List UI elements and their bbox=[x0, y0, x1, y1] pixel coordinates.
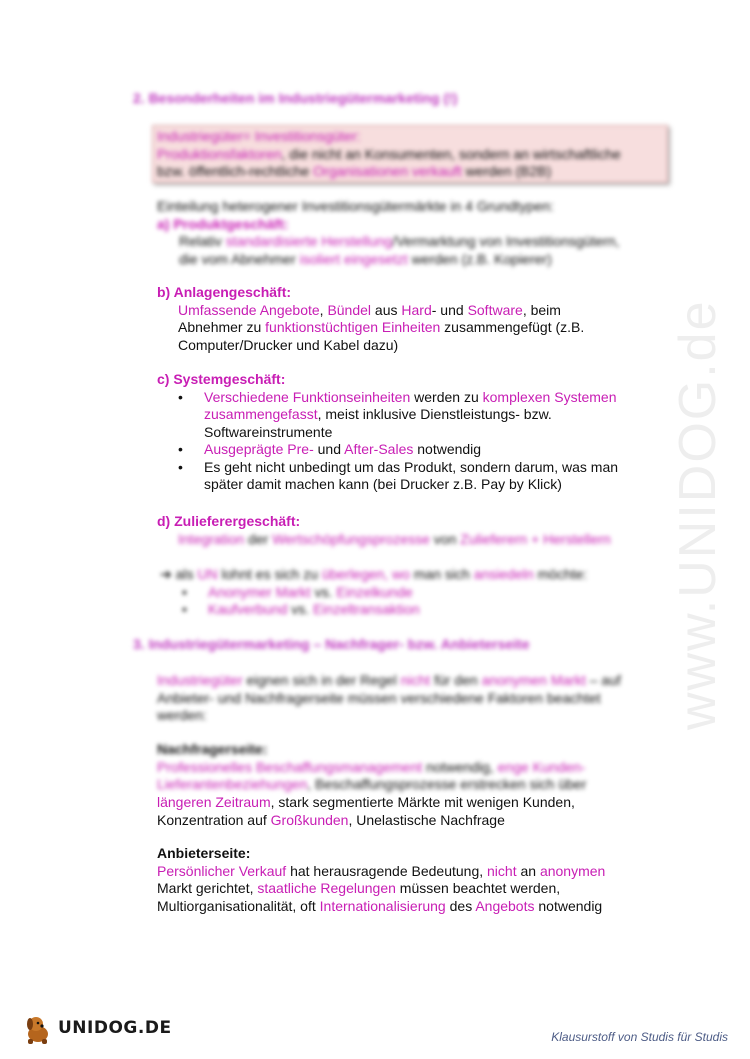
section-3-intro-line-1: Industriegüter eignen sich in der Regel nicht für den anonymen Markt – auf bbox=[157, 672, 621, 688]
supply-side-block bbox=[157, 845, 687, 915]
types-intro: Einteilung heterogener Investitionsgütermärkte in 4 Grundtypen: bbox=[157, 198, 554, 214]
type-b-line-1: Umfassende Angebote, Bündel aus Hard- und Software, beim bbox=[178, 301, 561, 318]
type-b-line-2: Abnehmer zu funktionstüchtigen Einheiten zusammengefügt (z.B. bbox=[178, 319, 585, 335]
conclusion-list bbox=[182, 584, 680, 619]
demand-side-line-1: Professionelles Beschaffungsmanagement notwendig, enge Kunden- bbox=[157, 758, 586, 775]
conclusion-bullet-1: • Anonymer Markt vs. Einzelkunde bbox=[182, 584, 680, 602]
conclusion-bullet-2: • Kaufverbund vs. Einzeltransaktion bbox=[182, 601, 680, 619]
type-a-line-1: Relativ standardisierte Herstellung/Vermarktung von Investitionsgütern, bbox=[179, 233, 620, 249]
section-3-intro-line-3: werden: bbox=[157, 707, 207, 723]
unidog-logo[interactable] bbox=[22, 1012, 172, 1046]
type-b-label: b) Anlagengeschäft: bbox=[157, 284, 292, 300]
supply-side-line-2: Markt gerichtet, staatliche Regelungen müssen beachtet werden, bbox=[157, 880, 561, 896]
supply-side-title: Anbieterseite: bbox=[157, 845, 251, 861]
definition-line-2: Produktionsfaktoren, die nicht an Konsumenten, sondern an wirtschaftliche bbox=[157, 145, 621, 162]
type-b-block bbox=[157, 284, 677, 354]
demand-side-line-3: längeren Zeitraum, stark segmentierte Märkte mit wenigen Kunden, bbox=[157, 794, 575, 810]
type-c-bullet-1: • Verschiedene Funktionseinheiten werden zu komplexen Systemen zusammengefasst, meist inklusive Dienstleistungs- bzw. Softwareinstrumente bbox=[178, 389, 677, 442]
type-d-line: Integration der Wertschöpfungsprozesse von Zulieferern + Herstellern bbox=[178, 531, 611, 547]
section-3-intro bbox=[157, 672, 667, 725]
definition-line-3: bzw. öffentlich-rechtliche Organisationen verkauft werden (B2B) bbox=[157, 163, 552, 179]
type-c-bullet-3: • Es geht nicht unbedingt um das Produkt, sondern darum, was man später damit machen kann (bei Drucker z.B. Pay by Klick) bbox=[178, 459, 677, 494]
conclusion-block bbox=[160, 566, 680, 619]
supply-side-line-1: Persönlicher Verkauf hat herausragende Bedeutung, nicht an anonymen bbox=[157, 862, 606, 879]
footer-tagline: Klausurstoff von Studis für Studis bbox=[551, 1030, 728, 1044]
demand-side-title: Nachfragerseite: bbox=[157, 741, 268, 757]
section-2-title: 2. Besonderheiten im Industriegütermarketing (!) bbox=[133, 90, 458, 106]
logo-text: UNIDOG.DE bbox=[58, 1018, 172, 1039]
type-b-line-3: Computer/Drucker und Kabel dazu) bbox=[178, 336, 399, 353]
type-c-list bbox=[178, 389, 677, 494]
demand-side-line-2: Lieferantenbeziehungen, Beschaffungsprozesse erstrecken sich über bbox=[157, 776, 587, 792]
type-c-bullet-2: • Ausgeprägte Pre- und After-Sales notwendig bbox=[178, 441, 677, 459]
dog-mascot-icon bbox=[22, 1012, 56, 1046]
type-a-label: a) Produktgeschäft: bbox=[157, 215, 289, 232]
definition-text bbox=[157, 128, 667, 181]
types-intro-block bbox=[157, 198, 677, 268]
type-d-label: d) Zulieferergeschäft: bbox=[157, 513, 301, 529]
type-a-line-2: die vom Abnehmer isoliert eingesetzt werden (z.B. Kopierer) bbox=[179, 250, 552, 267]
type-c-label: c) Systemgeschäft: bbox=[157, 371, 286, 387]
type-c-block bbox=[157, 371, 677, 494]
definition-line-1: Industriegüter= Investitionsgüter: bbox=[157, 128, 361, 144]
section-3-title: 3. Industriegütermarketing – Nachfrager- bzw. Anbieterseite bbox=[133, 636, 530, 652]
supply-side-line-3: Multiorganisationalität, oft Internationalisierung des Angebots notwendig bbox=[157, 897, 603, 914]
demand-side-top bbox=[157, 741, 667, 794]
section-3-intro-line-2: Anbieter- und Nachfragerseite müssen verschiedene Faktoren beachtet bbox=[157, 689, 601, 706]
demand-side-bottom bbox=[157, 794, 677, 829]
watermark: www.UNIDOG.de bbox=[669, 299, 727, 730]
demand-side-line-4: Konzentration auf Großkunden, Unelastische Nachfrage bbox=[157, 811, 505, 828]
conclusion-arrow-line: ➔ als UN lohnt es sich zu überlegen, wo man sich ansiedeln möchte: bbox=[160, 566, 588, 582]
